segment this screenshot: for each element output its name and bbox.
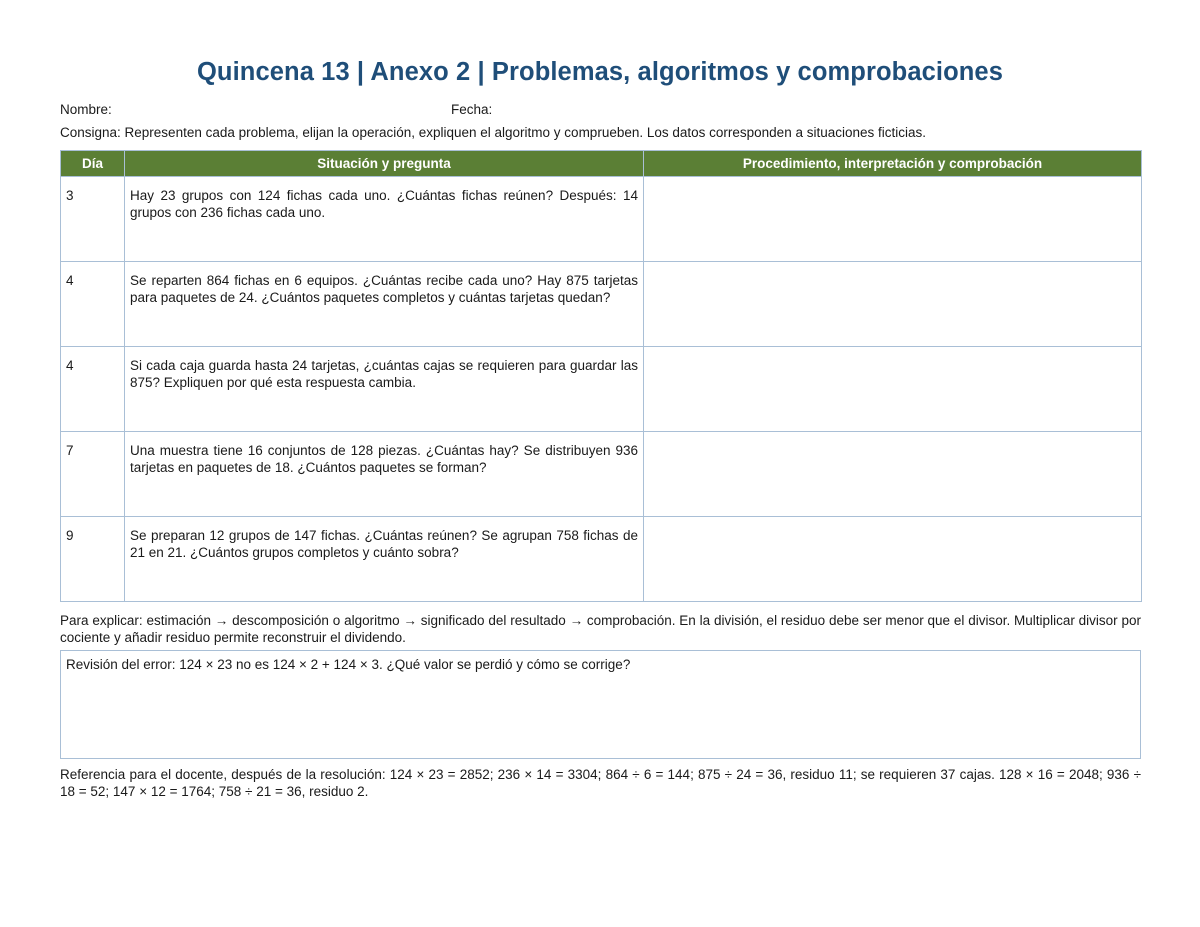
table-header-row (61, 151, 1142, 177)
day-cell: 9 (61, 517, 125, 602)
answer-cell[interactable] (644, 347, 1142, 432)
error-review-box[interactable] (60, 650, 1141, 759)
column-header-situation: Situación y pregunta (125, 151, 644, 177)
table-row (61, 177, 1142, 262)
question-cell: Una muestra tiene 16 conjuntos de 128 piezas. ¿Cuántas hay? Se distribuyen 936 tarjetas en paquetes de 18. ¿Cuántos paquetes se forman? (125, 432, 644, 517)
day-cell: 4 (61, 347, 125, 432)
error-review-text: Revisión del error: 124 × 23 no es 124 × 2 + 124 × 3. ¿Qué valor se perdió y cómo se corrige? (66, 657, 631, 672)
question-cell: Se reparten 864 fichas en 6 equipos. ¿Cuántas recibe cada uno? Hay 875 tarjetas para paquetes de 24. ¿Cuántos paquetes completos y cuántas tarjetas quedan? (125, 262, 644, 347)
page-title: Quincena 13 | Anexo 2 | Problemas, algoritmos y comprobaciones (196, 58, 1003, 86)
name-label: Nombre: (60, 102, 112, 117)
column-header-day: Día (61, 151, 125, 177)
problems-table (60, 150, 1142, 602)
instruction-text: Consigna: Representen cada problema, elijan la operación, expliquen el algoritmo y comprueben. Los datos corresponden a situaciones ficticias. (60, 125, 927, 140)
answer-cell[interactable] (644, 517, 1142, 602)
explanation-paragraph: Para explicar: estimación → descomposición o algoritmo → significado del resultado → comprobación. En la división, el residuo debe ser menor que el divisor. Multiplicar divisor por cociente y añadir residuo permite reconstruir el dividendo. (60, 613, 1141, 645)
table-row (61, 347, 1142, 432)
table-row (61, 517, 1142, 602)
answer-cell[interactable] (644, 262, 1142, 347)
answer-cell[interactable] (644, 432, 1142, 517)
column-header-procedure: Procedimiento, interpretación y comprobación (644, 151, 1142, 177)
day-cell: 3 (61, 177, 125, 262)
date-label: Fecha: (451, 102, 493, 117)
day-cell: 4 (61, 262, 125, 347)
answer-cell[interactable] (644, 177, 1142, 262)
teacher-reference: Referencia para el docente, después de la resolución: 124 × 23 = 2852; 236 × 14 = 3304; 864 ÷ 6 = 144; 875 ÷ 24 = 36, residuo 11; se requieren 37 cajas. 128 × 16 = 2048; 936 ÷ 18 = 52; 147 × 12 = 1764; 758 ÷ 21 = 36, residuo 2. (60, 767, 1141, 799)
table-row (61, 262, 1142, 347)
question-cell: Hay 23 grupos con 124 fichas cada uno. ¿Cuántas fichas reúnen? Después: 14 grupos con 236 fichas cada uno. (125, 177, 644, 262)
table-row (61, 432, 1142, 517)
question-cell: Si cada caja guarda hasta 24 tarjetas, ¿cuántas cajas se requieren para guardar las 875? Expliquen por qué esta respuesta cambia. (125, 347, 644, 432)
question-cell: Se preparan 12 grupos de 147 fichas. ¿Cuántas reúnen? Se agrupan 758 fichas de 21 en 21. ¿Cuántos grupos completos y cuánto sobra? (125, 517, 644, 602)
day-cell: 7 (61, 432, 125, 517)
